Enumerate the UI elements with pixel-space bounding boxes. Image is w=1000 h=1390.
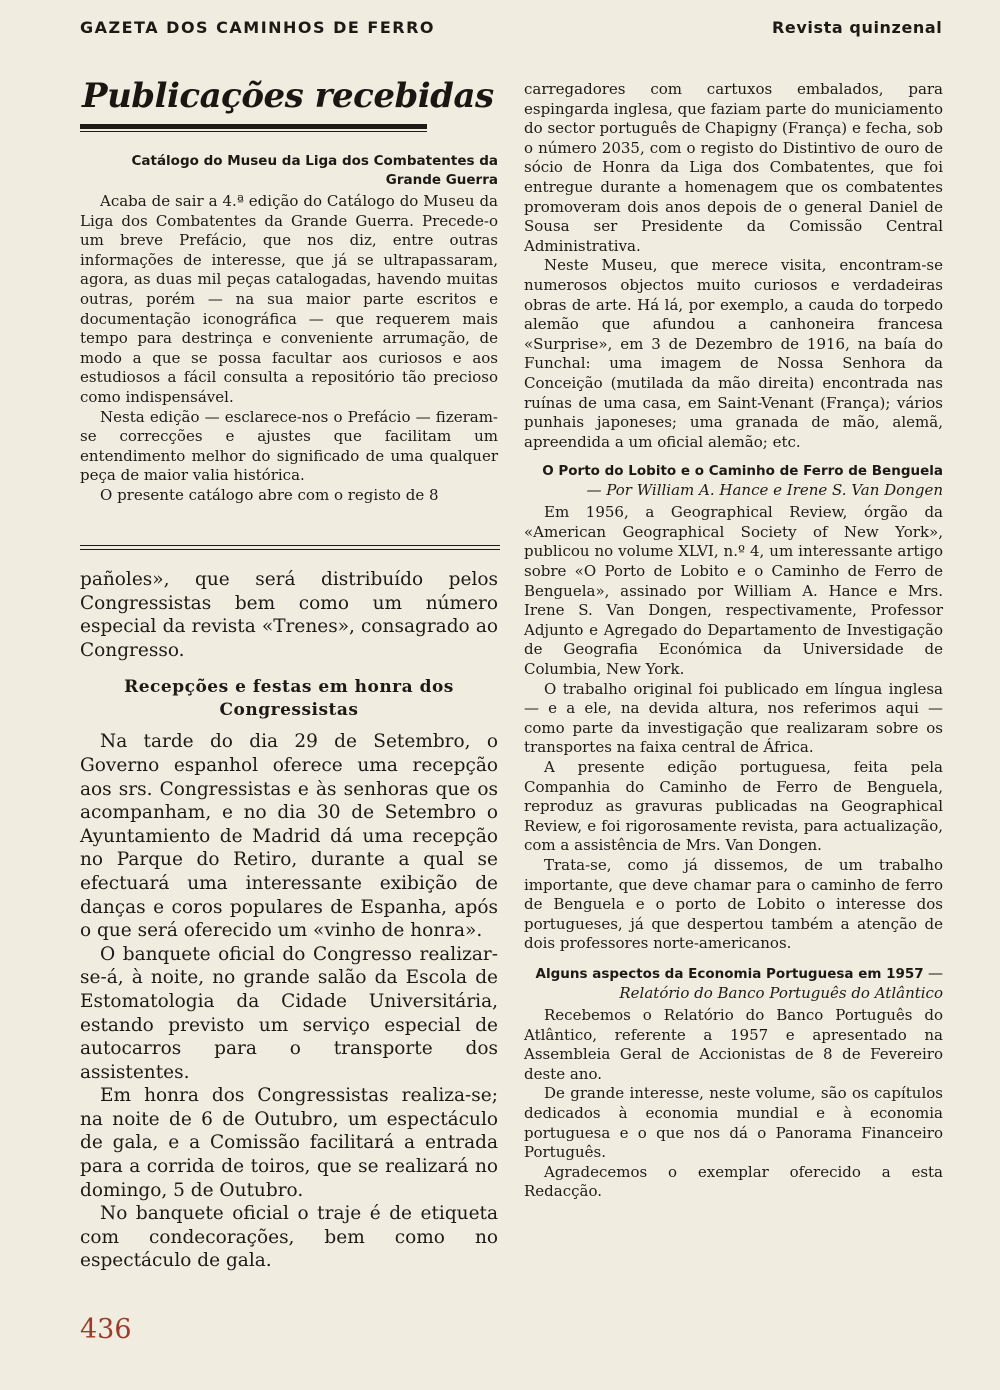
review-authors: — Por William A. Hance e Irene S. Van Dongen bbox=[586, 481, 943, 500]
review-authors: — Relatório do Banco Português do Atlântico bbox=[619, 963, 943, 1002]
article-paragraph: O banquete oficial do Congresso realizar-se-á, à noite, no grande salão da Escola de Estomatologia da Cidade Universitária, estando previsto um serviço especial de autocarros para o transporte dos assistentes. bbox=[80, 943, 498, 1083]
title-rule-thick bbox=[80, 124, 427, 129]
review-paragraph: Recebemos o Relatório do Banco Português do Atlântico, referente a 1957 e apresentado na Assembleia Geral de Accionistas de 8 de Fevereiro deste ano. bbox=[524, 1005, 943, 1083]
review-paragraph: Neste Museu, que merece visita, encontram-se numerosos objectos muito curiosos e verdadeiras obras de arte. Há lá, por exemplo, a cauda do torpedo alemão que afundou a canhoneira francesa «Surprise», em 3 de Dezembro de 1916, na baía do Funchal: uma imagem de Nossa Senhora da Conceição (mutilada da mão direita) encontrada nas ruínas de uma casa, em Saint-Venant (França); vários punhais japoneses; uma granada de mão, alemã, apreendida a um oficial alemão; etc. bbox=[524, 256, 943, 451]
review-paragraph: Nesta edição — esclarece-nos o Prefácio — fizeram-se correcções e ajustes que facilitam um entendimento melhor do significado de uma qualquer peça de maior valia histórica. bbox=[80, 407, 498, 485]
article-subheading: Recepções e festas em honra dos Congressistas bbox=[124, 677, 454, 721]
review-continuation: carregadores com cartuxos embalados, para espingarda inglesa, que faziam parte do municiamento do sector português de Chapigny (França) e fecha, sob o número 2035, com o registo do Distintivo de ouro de sócio de Honra da Liga dos Combatentes, que foi entregue durante a homenagem que os combatentes promoveram dois anos depois de o general Daniel de Sousa ser Presidente da Comissão Central Administrativa. bbox=[524, 80, 943, 255]
review-heading bbox=[80, 152, 498, 190]
review-title: O Porto do Lobito e o Caminho de Ferro de Benguela bbox=[542, 463, 943, 480]
left-column-lower bbox=[80, 568, 498, 1273]
title-rule-thin bbox=[80, 131, 427, 132]
review-paragraph: O trabalho original foi publicado em língua inglesa — e a ele, na devida altura, nos referimos aqui — como parte da investigação que realizaram sobre os transportes na faixa central de África. bbox=[524, 679, 943, 757]
review-title: Alguns aspectos da Economia Portuguesa em 1957 bbox=[535, 965, 924, 982]
journal-title: GAZETA DOS CAMINHOS DE FERRO bbox=[80, 18, 436, 37]
left-column-upper bbox=[80, 152, 498, 506]
article-paragraph: Na tarde do dia 29 de Setembro, o Governo espanhol oferece uma recepção aos srs. Congressistas e às senhoras que os acompanham, e no dia 30 de Setembro o Ayuntamiento de Madrid dá uma recepção no Parque do Retiro, durante a qual se efectuará uma interessante exibição de danças e coros populares de Espanha, após o que será oferecido um «vinho de honra». bbox=[80, 731, 498, 942]
section-title: Publicações recebidas bbox=[82, 76, 494, 116]
review-paragraph: Em 1956, a Geographical Review, órgão da «American Geographical Society of New York», publicou no volume XLVI, n.º 4, um interessante artigo sobre «O Porto de Lobito e o Caminho de Ferro de Benguela», assinado por William A. Hance e Mrs. Irene S. Van Dongen, respectivamente, Professor Adjunto e Agregado do Departamento de Investigação de Geografia Económica da Universidade de Columbia, New York. bbox=[524, 503, 943, 679]
review-paragraph: Trata-se, como já dissemos, de um trabalho importante, que deve chamar para o caminho de ferro de Benguela e o porto de Lobito o interesse dos portugueses, já que despertou também a atenção de dois professores norte-americanos. bbox=[524, 855, 943, 953]
article-paragraph: No banquete oficial o traje é de etiqueta com condecorações, bem como no espectáculo de gala. bbox=[80, 1203, 498, 1272]
review-paragraph: De grande interesse, neste volume, são os capítulos dedicados à economia mundial e à economia portuguesa e o que nos dá o Panorama Financeiro Português. bbox=[524, 1084, 943, 1162]
review-paragraph: Acaba de sair a 4.ª edição do Catálogo do Museu da Liga dos Combatentes da Grande Guerra. Precede-o um breve Prefácio, que nos diz, entre outras informações de interesse, que já se ultrapassaram, agora, as duas mil peças catalogadas, havendo muitas outras, porém — na sua maior parte escritos e documentação iconográfica — que requerem mais tempo para destrinça e conveniente arrumação, de modo a que se possa facultar aos curiosos e aos estudiosos a fácil consulta a repositório tão precioso como indispensável. bbox=[80, 192, 498, 406]
review-title: Catálogo do Museu da Liga dos Combatentes da Grande Guerra bbox=[131, 153, 498, 188]
review-heading bbox=[524, 964, 943, 1004]
article-continuation: pañoles», que será distribuído pelos Congressistas bem como um número especial da revista «Trenes», consagrado ao Congresso. bbox=[80, 569, 498, 661]
journal-frequency: Revista quinzenal bbox=[772, 18, 943, 37]
review-paragraph: A presente edição portuguesa, feita pela Companhia do Caminho de Ferro de Benguela, reproduz as gravuras publicadas na Geographical Review, e foi rigorosamente revista, para actualização, com a assistência de Mrs. Van Dongen. bbox=[524, 758, 943, 855]
article-paragraph: Em honra dos Congressistas realiza-se; na noite de 6 de Outubro, um espectáculo de gala, e a Comissão facilitará a entrada para a corrida de toiros, que se realizará no domingo, 5 de Outubro. bbox=[80, 1085, 498, 1201]
right-column bbox=[524, 80, 943, 1202]
page-number: 436 bbox=[80, 1314, 132, 1345]
review-heading bbox=[524, 462, 943, 501]
column-separator-rule bbox=[80, 549, 500, 550]
column-separator-rule bbox=[80, 545, 500, 546]
review-paragraph: O presente catálogo abre com o registo de 8 bbox=[100, 485, 439, 504]
review-paragraph: Agradecemos o exemplar oferecido a esta Redacção. bbox=[524, 1162, 943, 1201]
